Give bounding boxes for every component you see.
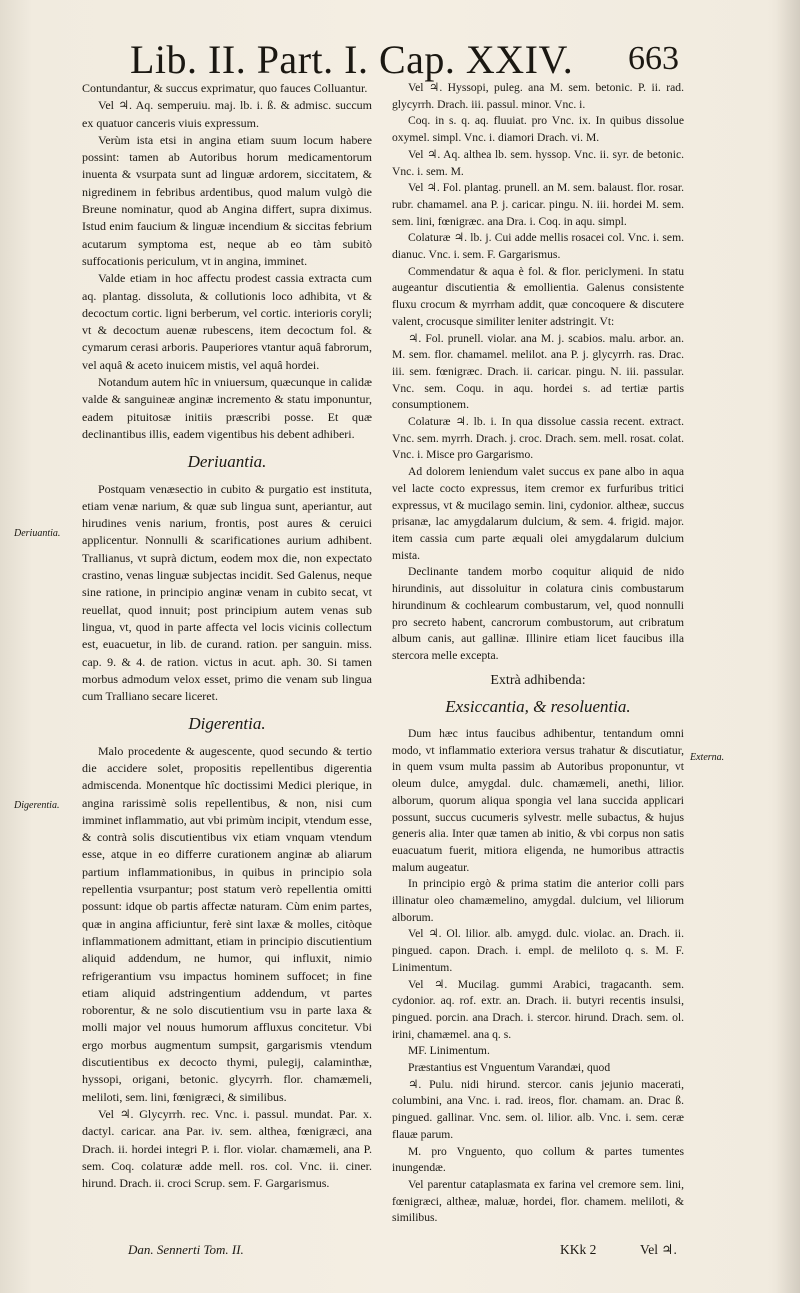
- paragraph: Præstantius est Vnguentum Varandæi, quod: [408, 1061, 611, 1075]
- signature-mark: KKk 2: [560, 1242, 597, 1257]
- paragraph: Colaturæ ♃. lb. i. In qua dissolue cassia recent. extract. Vnc. sem. myrrh. Drach. j. croc. Drach. sem. mell. rosat. colat. Vnc. i. Misce pro Gargarismo.: [392, 415, 684, 462]
- paragraph: Declinante tandem morbo coquitur aliquid de nido hirundinis, aut dissoluitur in colatura cinis combustarum hirundinum & cochlearum combustarum, vel, quod nonnulli pro secreto habent, cancrorum combustorum, aut cribratum album canis, aut gallinæ. Illinire etiam licet faucibus illa stercora melle excepta.: [392, 565, 684, 662]
- paragraph: Contundantur, & succus exprimatur, quo fauces Colluantur.: [82, 81, 368, 95]
- signature-line: Dan. Sennerti Tom. II.: [128, 1242, 244, 1257]
- paragraph: Postquam venæsectio in cubito & purgatio est instituta, etiam venæ narium, & quæ sub lingua sunt, aperiantur, aut hirudines venis narium, frontis, post aures & ceruici applicentur. Nonnulli & scarificationes aurium adhibent. Trallianus, vt suprà dictum, eodem mox die, non expectato crastino, venas linguæ subjectas incidit. Sed Galenus, neque sine ratione, in principio anginæ venam in cubito secat, vt reuellat, quod innuit; post principium autem venas sub lingua, vt, quod in parte affecta vel locis vicinis collectum est, euacuetur, in lib. de curand. ration. per sanguin. miss. cap. 9. & 4. de ration. victus in acut. aph. 30. Si tamen morbus admodum velox esset, primo die venam sub lingua cum Tralliano secare liceret.: [82, 481, 372, 704]
- left-column: [82, 80, 372, 1192]
- paragraph: ♃. Pulu. nidi hirund. stercor. canis jejunio macerati, columbini, ana Vnc. i. rad. ireos, flor. chamam. an. Drac ß. pingued. gallinar. Vnc. sem. ol. lilior. alb. Vnc. i. sem. ceræ flauæ parum.: [392, 1077, 684, 1141]
- paragraph: Vel ♃. Ol. lilior. alb. amygd. dulc. violac. an. Drach. ii. pingued. capon. Drach. i. empl. de meliloto q. s. M. F. Linimentum.: [392, 927, 684, 974]
- paragraph: Colaturæ ♃. lb. j. Cui adde mellis rosacei col. Vnc. i. sem. dianuc. Vnc. i. sem. F. Gargarismus.: [392, 231, 684, 262]
- paragraph: In principio ergò & prima statim die anterior colli pars illinatur oleo chamæmelino, amygdal. dulcium, vel liliorum alborum.: [392, 877, 684, 924]
- running-header: [130, 36, 679, 86]
- paragraph: ♃. Fol. prunell. violar. ana M. j. scabios. malu. arbor. an. M. sem. flor. chamamel. melilot. ana P. j. glycyrrh. ras. Drac. iii. sem. fœnigræc. Drach. ii. caricar. pingu. N. iii. passular. Vnc. sem. Coqu. in aqu. hordei s. ad tertiæ partis consumptionem.: [392, 331, 684, 412]
- paragraph: Vel ♃. Fol. plantag. prunell. an M. sem. balaust. flor. rosar. rubr. chamamel. ana P. j. caricar. pingu. N. iii. hordei M. sem. sem. lini, fœnigræc. ana Dra. i. Coq. in aqu. simpl.: [392, 181, 684, 228]
- paragraph: Dum hæc intus faucibus adhibentur, tentandum omni modo, vt inflammatio exteriora versus trahatur & discutiatur, in quem vsum multa passim ab Autoribus proponuntur, vt oleum dulce, amygdal. dulc. chamæmeli, anethi, lilior. alborum, quorum aliqua spongia vel lana succida applicari possunt, succus cucumeris sylvestr. melle subactus, & hujus generis alia. Inter quæ tamen ab initio, & vbi corpus non satis euacuatum fuerit, mitiora eligenda, ne humoribus attractis malum augeatur.: [392, 727, 684, 874]
- paragraph: Vel ♃. Aq. semperuiu. maj. lb. i. ß. & admisc. succum ex quatuor canceris viuis expressum.: [82, 98, 372, 130]
- paragraph: Malo procedente & augescente, quod secundo & tertio die accidere solet, propositis repellentibus digerentia admiscenda. Monentque hîc doctissimi Medici plerique, in angina rarissimè solis repellentibus, & non, nisi cum imminet inflammatio, aut vbi primùm incipit, vtendum esse, & contrà solis discutientibus vix etiam vnquam vtendum esse, atque in eo differre curationem anginæ ab aliarum partium inflammationibus, in quibus in principio sola repellentia vsurpantur; post statum verò repellentia omitti possunt: idque ob partis affectæ naturam. Cùm enim partes, quæ in angina afficiuntur, ferè sint laxæ & molles, citòque inflammationem admittant, etiam in principio discutientium aliquid addendum, ne humor, qui influxit, nimio refrigerantium vsu impactus hominem suffocet; in fine etiam aliquid adstringentium addendum, vt partes roborentur, & ne solo discutientium vsu in parte laxa & molli major vel nouus humorum affluxus concitetur. Vbi ergo morbus augmentum sumpsit, gargarismis vtendum discutientibus ex decocto thymi, pulegij, calaminthæ, hyssopi, origani, betonic. glycyrrh. flor. chamæmeli, meliloti, sem. lini, fœnigræci, & similibus.: [82, 743, 372, 1104]
- paragraph: Vel ♃. Mucilag. gummi Arabici, tragacanth. sem. cydonior. aq. rof. extr. an. Drach. ii. butyri recentis insulsi, pingued. porcin. ana Drach. i. stercor. hirund. Drach. sem. ol. irini, chamæmel. ana q. s.: [392, 977, 684, 1041]
- paragraph: Vel parentur cataplasmata ex farina vel cremore sem. lini, fœnigræci, altheæ, maluæ, hordei, flor. chamem. meliloti, & similibus.: [392, 1178, 684, 1225]
- right-column: [392, 80, 684, 1227]
- paragraph: Coq. in s. q. aq. fluuiat. pro Vnc. ix. In quibus dissolue oxymel. simpl. Vnc. i. diamori Drach. vi. M.: [392, 114, 684, 145]
- section-heading-deriuantia: Deriuantia.: [187, 452, 267, 472]
- paragraph: Verùm ista etsi in angina etiam suum locum habere possint: tamen ab Autoribus horum medicamentorum inuenta & vsurpata sunt ad linguæ ardorem, siccitatem, & nigredinem in febribus ardentibus, quod malum vulgò die Breune nominatur, quod ab Angina differt, supra diximus. Istud enim faucium & linguæ incendium & siccitas febrium acutarum symptoma est, neque ab eo tàm subitò suffocationis periculum, vt in angina, imminet.: [82, 132, 372, 268]
- margin-note-digerentia: Digerentia.: [14, 800, 60, 811]
- section-heading-exsiccantia: Exsiccantia, & resoluentia.: [445, 697, 631, 717]
- margin-note-externa: Externa.: [690, 752, 725, 763]
- paragraph: Commendatur & aqua è fol. & flor. periclymeni. In statu augeantur discutientia & emollientia. Galenus consistente fluxu crocum & myrrham addit, quæ concoquere & discutere valent, crocusque similiter leniter adstringit. Vt:: [392, 264, 684, 328]
- page-edge-shadow: [776, 0, 800, 1293]
- catchword: Vel ♃.: [640, 1242, 677, 1257]
- paragraph: Ad dolorem leniendum valet succus ex pane albo in aqua vel lacte cocto expressus, item cremor ex furfuribus tritici expressus, vt & mucilago semin. lini, cydonior. altheæ, succus prisanæ, lac amygdalarum dulcium, & sem. 4. frigid. major. item cassia cum parte æquali olei amygdalarum dulcium mista.: [392, 465, 684, 562]
- paragraph: Vel ♃. Aq. althea lb. sem. hyssop. Vnc. ii. syr. de betonic. Vnc. i. sem. M.: [392, 147, 684, 178]
- section-heading-digerentia: Digerentia.: [188, 714, 266, 734]
- paragraph: M. pro Vnguento, quo collum & partes tumentes inungendæ.: [392, 1144, 684, 1175]
- chapter-title: Lib. II. Part. I. Cap. XXIV.: [130, 37, 574, 82]
- margin-note-deriuantia: Deriuantia.: [14, 528, 61, 539]
- paragraph: Notandum autem hîc in vniuersum, quæcunque in calidæ valde & sanguineæ anginæ incremento & statu imponuntur, eadem pituitosæ initiis præscribi posse. Et quæ declinantibus illis, eadem vigentibus his debent adhiberi.: [82, 375, 372, 441]
- paragraph: Vel ♃. Glycyrrh. rec. Vnc. i. passul. mundat. Par. x. dactyl. caricar. ana Par. iv. sem. althea, fœnigræci, ana Drach. ii. hordei integri P. i. flor. violar. chamæmeli, ana P. sem. Coq. colaturæ adde mell. ros. col. Vnc. ii. ciner. hirund. Drach. ii. croci Scrup. sem. F. Gargarismus.: [82, 1106, 372, 1191]
- page-number: 663: [628, 40, 679, 77]
- paragraph: Vel ♃. Hyssopi, puleg. ana M. sem. betonic. P. ii. rad. glycyrrh. Drach. iii. passul. minor. Vnc. i.: [392, 81, 684, 111]
- subheading-extra-adhibenda: Extrà adhibenda:: [490, 672, 586, 688]
- paragraph: Valde etiam in hoc affectu prodest cassia extracta cum aq. plantag. dissoluta, & collutionis loco adhibita, vt & decoctum cortic. ligni berberum, vel cortic. interioris coryli; vt & decoctum auenæ rubescens, item decoctum fol. & cymarum cerasi arboris. Pauperiores vtantur aquâ fabrorum, vel aquâ & aceto inuicem mistis, vel aquâ hordei.: [82, 271, 372, 372]
- paragraph: MF. Linimentum.: [408, 1044, 490, 1058]
